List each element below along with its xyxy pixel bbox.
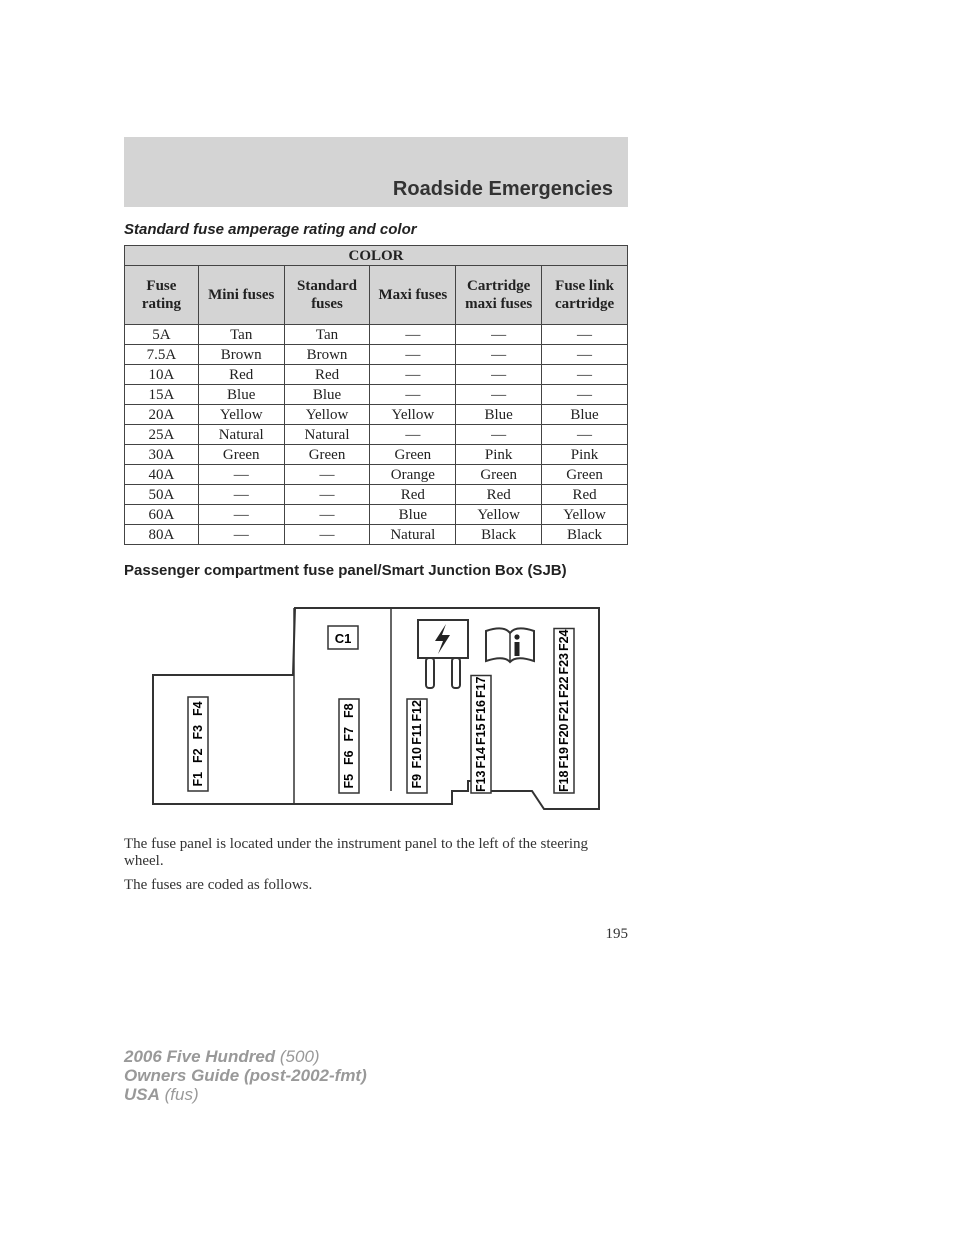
table-cell: Blue <box>284 385 370 405</box>
color-group-header: COLOR <box>125 246 628 266</box>
table-cell: — <box>542 385 628 405</box>
fuse-rating-table <box>124 245 628 545</box>
table-cell: Natural <box>284 425 370 445</box>
table-cell: Green <box>456 465 542 485</box>
table-cell: Red <box>284 365 370 385</box>
table-cell: — <box>198 465 284 485</box>
table-cell: — <box>542 365 628 385</box>
fuse-label: F5 <box>342 773 356 789</box>
table-cell: — <box>370 365 456 385</box>
fuse-label: F9 <box>410 773 424 789</box>
header-band <box>124 137 628 207</box>
table-cell: Blue <box>542 405 628 425</box>
fuse-label: F6 <box>342 750 356 766</box>
table-cell: Green <box>284 445 370 465</box>
table-cell: Yellow <box>456 505 542 525</box>
table-cell: Natural <box>198 425 284 445</box>
table-row <box>125 385 628 405</box>
table-row <box>125 485 628 505</box>
table-cell: — <box>456 345 542 365</box>
table-cell: 25A <box>125 425 199 445</box>
column-header: Standard fuses <box>284 266 370 325</box>
table-cell: Orange <box>370 465 456 485</box>
fuse-label: F21 <box>557 699 571 722</box>
section-heading-sjb: Passenger compartment fuse panel/Smart Junction Box (SJB) <box>124 562 567 579</box>
table-cell: 60A <box>125 505 199 525</box>
table-cell: Yellow <box>198 405 284 425</box>
fuse-label: F2 <box>191 748 205 764</box>
table-cell: — <box>542 425 628 445</box>
table-row <box>125 465 628 485</box>
fuse-label: F20 <box>557 723 571 746</box>
table-cell: Red <box>456 485 542 505</box>
table-cell: — <box>198 505 284 525</box>
table-cell: — <box>456 425 542 445</box>
fuse-label: F4 <box>191 701 205 717</box>
fuse-strip-group4 <box>471 676 491 794</box>
fuse-label: F8 <box>342 703 356 719</box>
table-cell: — <box>542 325 628 345</box>
page-number: 195 <box>605 926 628 942</box>
table-cell: — <box>456 325 542 345</box>
fuse-label: F15 <box>474 723 488 746</box>
table-cell: — <box>370 325 456 345</box>
column-header: Fuse rating <box>125 266 199 325</box>
fuse-label: F18 <box>557 770 571 793</box>
table-row <box>125 365 628 385</box>
fuse-table-body <box>125 325 628 545</box>
table-cell: Yellow <box>284 405 370 425</box>
table-cell: 5A <box>125 325 199 345</box>
table-cell: — <box>542 345 628 365</box>
fuse-label: F10 <box>410 746 424 769</box>
fuse-label: F22 <box>557 676 571 699</box>
table-cell: 7.5A <box>125 345 199 365</box>
table-cell: Yellow <box>370 405 456 425</box>
fuse-label: F16 <box>474 699 488 722</box>
column-header-row <box>125 266 628 325</box>
table-cell: — <box>456 385 542 405</box>
section-heading-fuse-ratings: Standard fuse amperage rating and color <box>124 221 417 238</box>
table-cell: 10A <box>125 365 199 385</box>
fuse-strip-group3 <box>407 699 427 793</box>
footer-line-2: Owners Guide (post-2002-fmt) <box>124 1066 367 1085</box>
table-cell: — <box>198 525 284 545</box>
column-header: Cartridge maxi fuses <box>456 266 542 325</box>
fuse-strip-group2 <box>339 699 359 793</box>
table-row <box>125 525 628 545</box>
table-cell: Yellow <box>542 505 628 525</box>
table-cell: Pink <box>456 445 542 465</box>
table-cell: Green <box>542 465 628 485</box>
table-cell: — <box>284 485 370 505</box>
footer-line-1: 2006 Five Hundred (500) <box>124 1047 320 1066</box>
table-cell: Black <box>542 525 628 545</box>
table-cell: Blue <box>370 505 456 525</box>
fuse-label: F19 <box>557 746 571 769</box>
fuse-label: F17 <box>474 676 488 699</box>
fuse-strip-group5 <box>554 629 574 794</box>
table-cell: Green <box>198 445 284 465</box>
paragraph-location: The fuse panel is located under the instrument panel to the left of the steering wheel. <box>124 836 589 869</box>
table-cell: 80A <box>125 525 199 545</box>
table-cell: Tan <box>198 325 284 345</box>
table-row <box>125 325 628 345</box>
table-cell: Black <box>456 525 542 545</box>
fuse-label: F12 <box>410 699 424 722</box>
table-cell: — <box>284 465 370 485</box>
table-cell: Red <box>542 485 628 505</box>
table-cell: Tan <box>284 325 370 345</box>
table-cell: Red <box>198 365 284 385</box>
fuse-label: F13 <box>474 770 488 793</box>
table-cell: 15A <box>125 385 199 405</box>
column-header: Fuse link cartridge <box>542 266 628 325</box>
fuse-label: F7 <box>342 726 356 742</box>
table-cell: — <box>198 485 284 505</box>
connector-label: C1 <box>334 631 352 646</box>
footer <box>124 1047 367 1104</box>
table-cell: 50A <box>125 485 199 505</box>
table-cell: 20A <box>125 405 199 425</box>
table-row <box>125 345 628 365</box>
table-cell: — <box>370 425 456 445</box>
fuse-label: F14 <box>474 746 488 769</box>
table-cell: — <box>456 365 542 385</box>
fuse-strip-group1 <box>188 697 208 791</box>
table-cell: Pink <box>542 445 628 465</box>
fuse-label: F24 <box>557 629 571 652</box>
table-row <box>125 405 628 425</box>
table-cell: Blue <box>198 385 284 405</box>
column-header: Mini fuses <box>198 266 284 325</box>
table-cell: Natural <box>370 525 456 545</box>
table-row <box>125 505 628 525</box>
column-header: Maxi fuses <box>370 266 456 325</box>
table-cell: 30A <box>125 445 199 465</box>
table-cell: Brown <box>284 345 370 365</box>
owners-manual-info-icon <box>486 628 534 662</box>
table-cell: 40A <box>125 465 199 485</box>
table-cell: — <box>370 345 456 365</box>
table-cell: Green <box>370 445 456 465</box>
connector-c1 <box>328 626 358 649</box>
table-cell: Blue <box>456 405 542 425</box>
table-cell: — <box>370 385 456 405</box>
table-cell: — <box>284 525 370 545</box>
table-cell: — <box>284 505 370 525</box>
fuse-label: F23 <box>557 652 571 675</box>
table-cell: Brown <box>198 345 284 365</box>
table-row <box>125 445 628 465</box>
paragraph-coding: The fuses are coded as follows. <box>124 877 313 893</box>
fuse-label: F3 <box>191 724 205 740</box>
table-cell: Red <box>370 485 456 505</box>
page-title: Roadside Emergencies <box>392 178 613 200</box>
fuse-panel-diagram <box>152 607 600 811</box>
table-row <box>125 425 628 445</box>
fuse-label: F1 <box>191 771 205 787</box>
footer-line-3: USA (fus) <box>124 1085 199 1104</box>
fuse-label: F11 <box>410 723 424 745</box>
